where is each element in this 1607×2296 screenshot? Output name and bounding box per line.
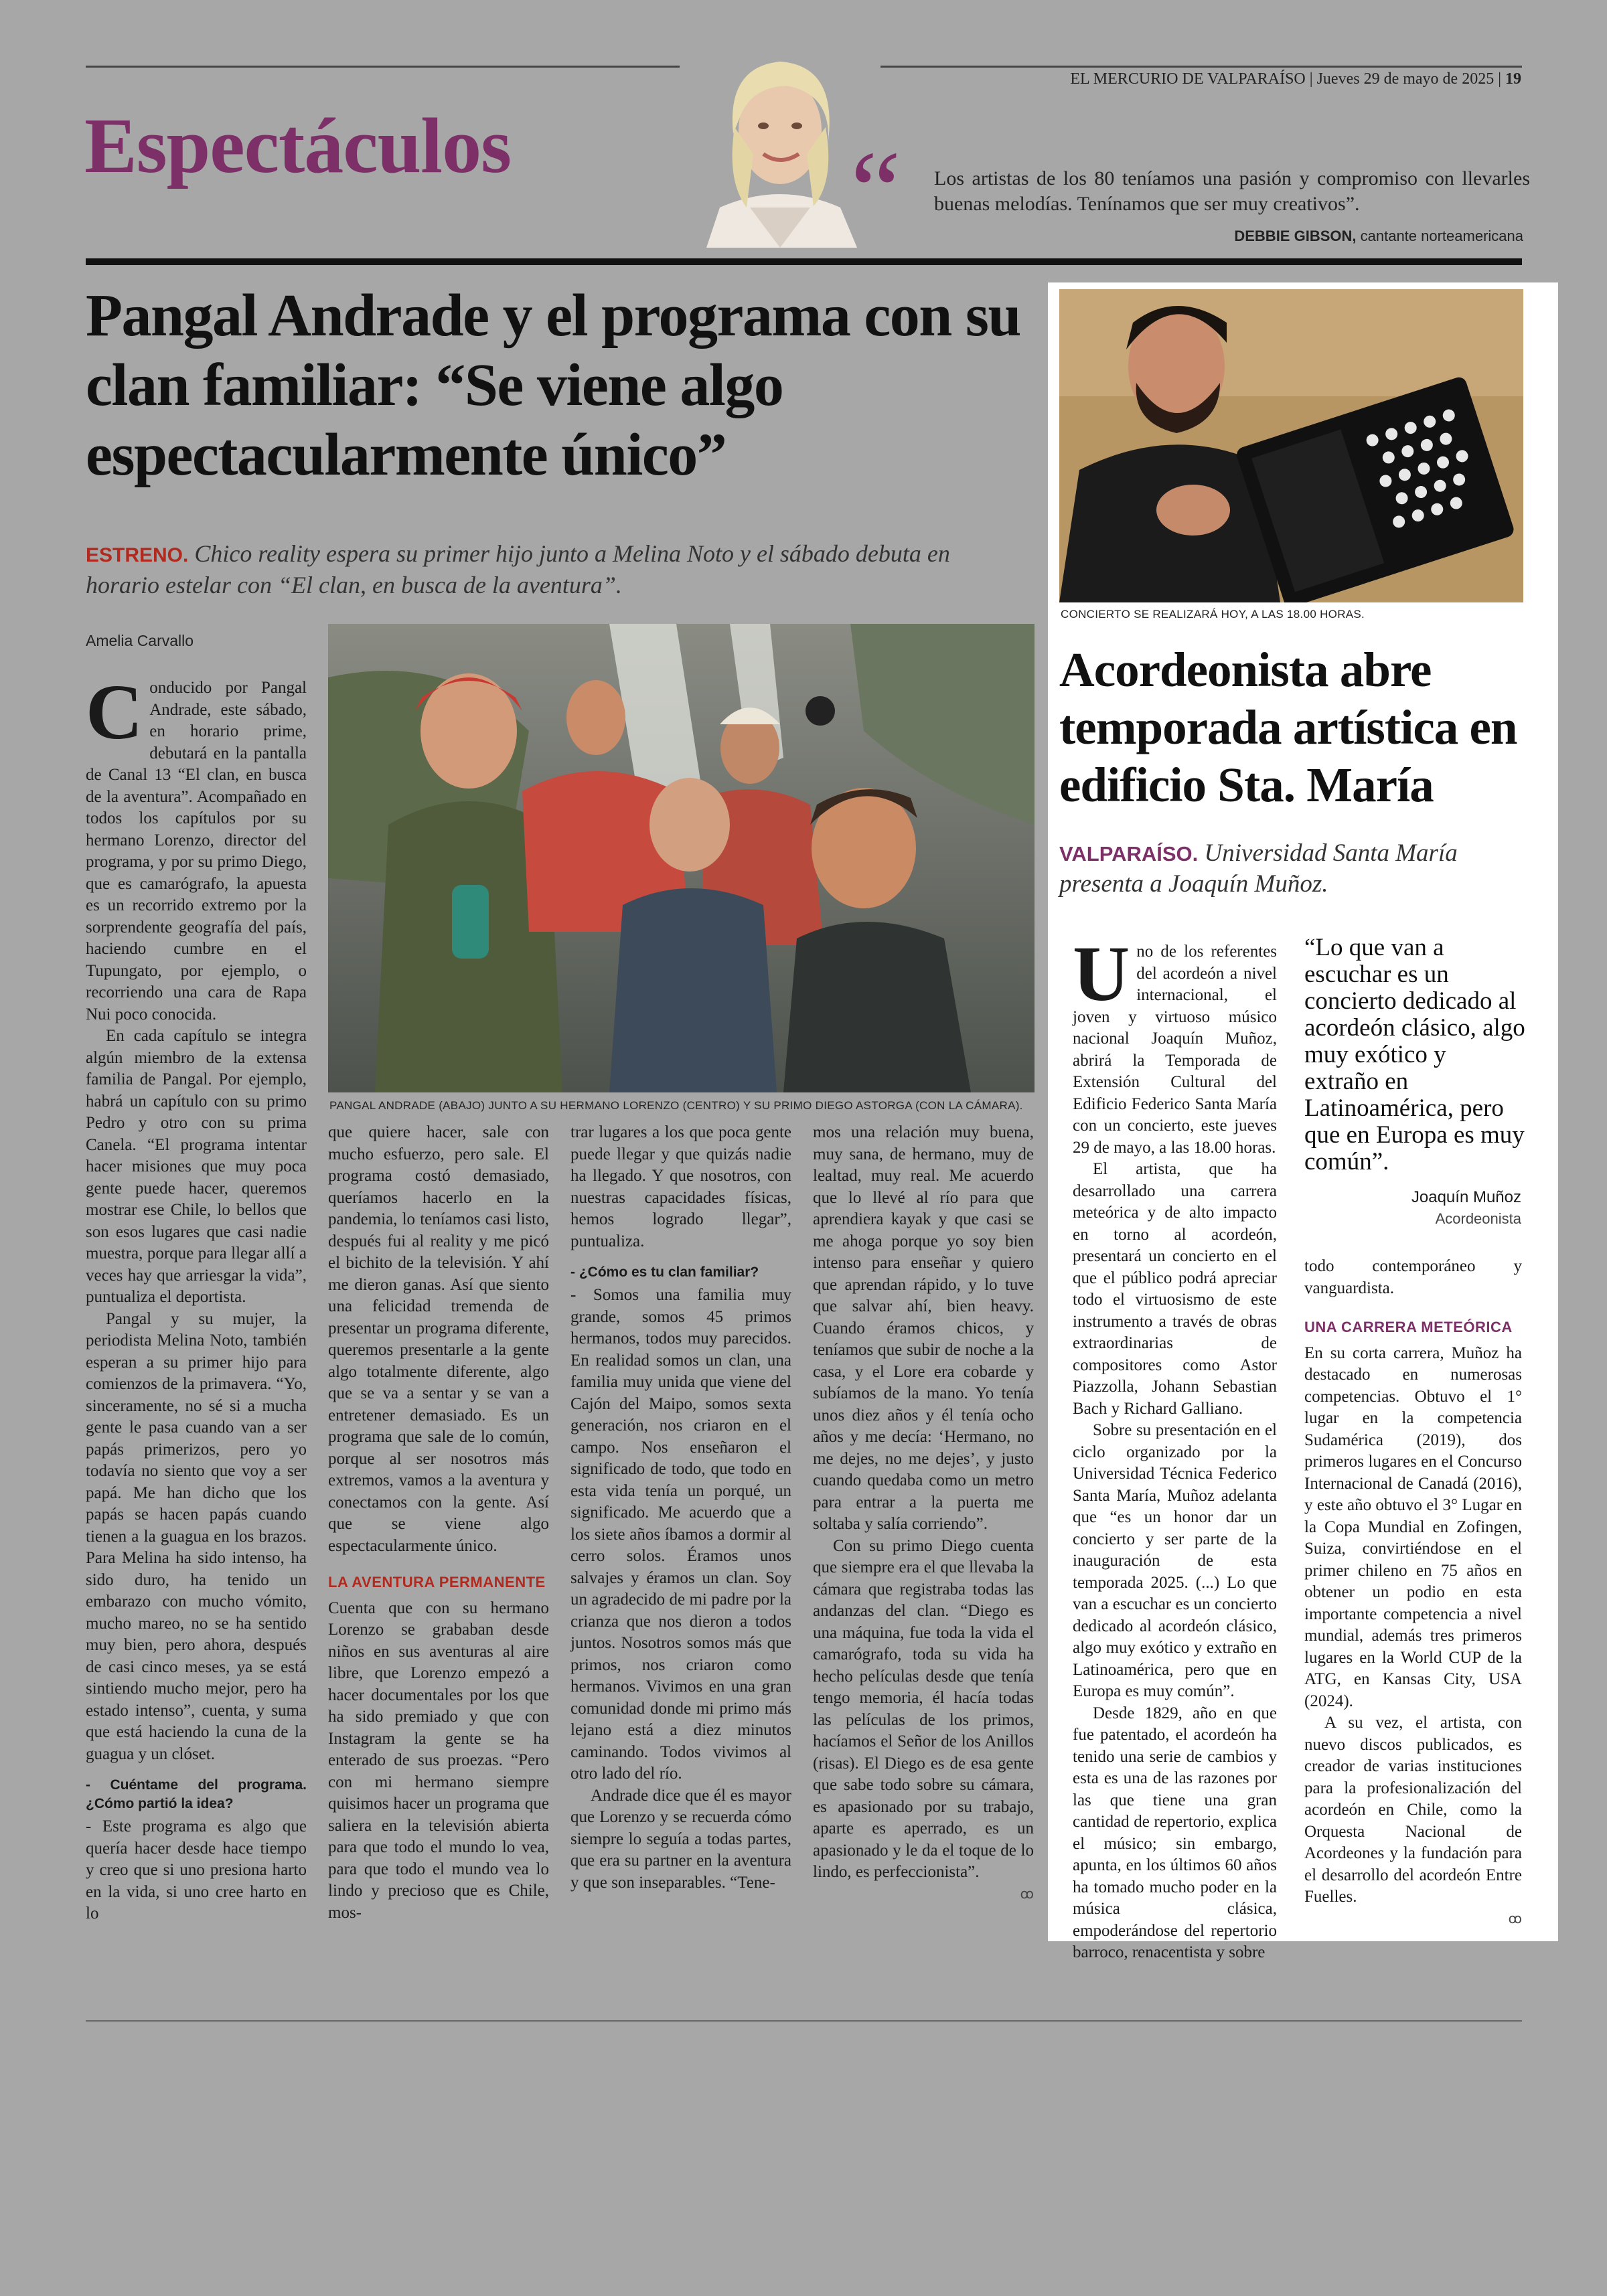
article1-kicker: ESTRENO. (86, 544, 189, 566)
article1-paragraph: que quiere hacer, sale con mucho esfuerzo, pero sale. El programa costó demasiado, queríamos hacerlo en la pandemia, lo teníamos casi listo, después fui al reality y me picó el bichito de la televisión. Y ahí me dieron ganas. Así que siento una felicidad tremenda de presentar un programa diferente, queremos presentarle a la gente algo totalmente diferente, algo que se va a sentar y se van a entretener demasiado. Es un programa que sale de lo común, porque al ser nosotros más extremos, vamos a la aventura y conectamos con la gente. Así que se viene algo espectacularmente único. (328, 1123, 549, 1555)
quote-author: DEBBIE GIBSON, (1234, 228, 1357, 244)
pull-quote-header: Los artistas de los 80 teníamos una pasión y compromiso con llevarles buenas melodías. Tenínamos que ser muy creativos”. (934, 167, 1530, 215)
pull-quote-role: Acordeonista (1435, 1210, 1521, 1227)
article1-column-3 (570, 1122, 791, 1894)
bottom-rule (86, 2020, 1522, 2022)
article2-dropcap: U (1073, 930, 1130, 1017)
article1-dropcap: C (86, 668, 143, 756)
article1-paragraph: Pangal y su mujer, la periodista Melina Noto, también esperan a su primer hijo para comienzos de la primavera. “Yo, sinceramente, no sé si a mucha gente le pasa cuando van a ser papás primerizos, pero yo todavía no siento que voy a ser papá. Me han dicho que los papás se hacen papás cuando tienen a la guagua en los brazos. Para Melina ha sido intenso, ha sido duro, ha tenido un embarazo con mucho vómito, mucho mareo, no se ha sentido muy bien, pero ahora, después de casi cinco meses, ya se está sintiendo mucho mejor, pero ha estado intenso”, cuenta, y suma que está haciendo la cuna de la guagua y un clóset. (86, 1309, 307, 1763)
quote-attribution (1234, 228, 1523, 245)
article1-paragraph: Cuenta que con su hermano Lorenzo se grababan desde niños en sus aventuras al aire libre, que Lorenzo empezó a hacer documentales por los que ha sido premiado y que con Instagram la gente se ha enterado de sus proezas. “Pero con mi hermano siempre quisimos hacer un programa que saliera en la televisión abierta para que todo el mundo lo vea, para que todo el mundo vea lo lindo y precioso que es Chile, mos- (328, 1598, 549, 1922)
paper-name: EL MERCURIO DE VALPARAÍSO (1070, 70, 1306, 88)
article1-paragraph: Con su primo Diego cuenta que siempre era el que llevaba la cámara que registraba todas las andanzas del clan. “Diego es una máquina, fue toda la vida el camarógrafo, toda su vida ha hecho películas desde que tenía tengo memoria, él hacía todas las películas de los primos, hacíamos el Señor de los Anillos (risas). El Diego es de esa gente que sabe todo sobre su cámara, es apasionado por su trabajo, aparte es aperrado, es un apasionado y le da el toque de lo lindo, es perfeccionista”. (813, 1536, 1034, 1881)
page-number: 19 (1505, 70, 1521, 88)
section-title: Espectáculos (84, 102, 511, 189)
interview-question: - Cuéntame del programa. ¿Cómo partió la idea? (86, 1777, 307, 1811)
article1-deck-text: Chico reality espera su primer hijo junto a Melina Noto y el sábado debuta en horario estelar con “El clan, en busca de la aventura”. (86, 540, 950, 598)
article1-paragraph: trar lugares a los que poca gente puede llegar y que quizás nadie ha llegado. Y que nosotros, con nuestras capacidades físicas, hemos logrado llegar”, puntualiza. (570, 1123, 791, 1250)
clan-photo-caption: PANGAL ANDRADE (ABAJO) JUNTO A SU HERMANO LORENZO (CENTRO) Y SU PRIMO DIEGO ASTORGA (CON LA CÁMARA). (329, 1099, 1023, 1112)
masthead-thick-rule (86, 258, 1522, 265)
article1-paragraph: - Somos una familia muy grande, somos 45 primos hermanos, todos muy parecidos. En realidad somos un clan, una familia muy unida que viene del Cajón del Maipo, somos sexta generación, nos criaron en el campo. Nos enseñaron el significado de todo, que todo en esta vida tenía un porqué, un significado. Me acuerdo que a los siete años íbamos a dormir al cerro solos. Éramos unos salvajes y éramos un clan. Soy un agradecido de mi padre por la crianza que nos dieron a todos juntos. Nosotros somos más que primos, nos criaron como hermanos. Vivimos en una gran comunidad donde mi primo más lejano está a diez minutos caminando. Todos vivimos al otro lado del río. (570, 1286, 791, 1783)
article1-column-2 (328, 1122, 549, 1924)
article2-paragraph: En su corta carrera, Muñoz ha destacado en numerosas competencias. Obtuvo el 1° lugar en la competencia Sudamérica (2019), dos primeros lugares en el Concurso Internacional de Canadá (2016), y este año obtuvo el 3° Lugar en la Copa Mundial en Zofingen, Suiza, convirtiéndose en el primer chileno en 75 años en obtener un podio en esta importante competencia a nivel mundial, además tres primeros lugares en la World CUP de la ATG, en Kansas City, USA (2024). (1304, 1343, 1522, 1710)
clan-family-photo (328, 624, 1035, 1092)
article2-paragraph: Sobre su presentación en el ciclo organizado por la Universidad Técnica Federico Santa María, Muñoz adelanta que “es un honor dar un concierto y ser parte de la inauguración de esta temporada 2025. (...) Lo que van a escuchar es un concierto dedicado al acordeón clásico, algo muy exótico y extraño en Latinoamérica, pero que en Europa es muy común”. (1073, 1421, 1277, 1700)
article2-deck-text: Universidad Santa María presenta a Joaquín Muñoz. (1059, 839, 1458, 898)
accordionist-photo-caption: CONCIERTO SE REALIZARÁ HOY, A LAS 18.00 HORAS. (1061, 608, 1365, 621)
pull-quote-author: Joaquín Muñoz (1411, 1188, 1521, 1206)
article2-paragraph: A su vez, el artista, con nuevo discos publicados, es creador de varias instituciones para la profesionalización del acordeón en Chile, como la Orquesta Nacional de Acordeones y la fundación para el desarrollo del acordeón Entre Fuelles. (1304, 1714, 1522, 1906)
article1-paragraph: En cada capítulo se integra algún miembro de la extensa familia de Pangal. Por ejemplo, habrá un capítulo con su primo Pedro y otro con su prima Canela. “El programa intentar hacer misiones que muy poca gente puede hacer, queremos mostrar ese Chile, lo bellos que son esos lugares que casi nadie muestra, porque para llegar allí a veces hay que arriesgar la vida”, puntualiza el deportista. (86, 1027, 307, 1306)
accordionist-photo (1059, 289, 1523, 602)
article2-subhead: UNA CARRERA METEÓRICA (1304, 1319, 1513, 1335)
article1-deck (86, 539, 1010, 600)
masthead-line: EL MERCURIO DE VALPARAÍSO | Jueves 29 de mayo de 2025 | 19 (1070, 70, 1521, 88)
quote-role: cantante norteamericana (1360, 228, 1523, 244)
article1-subhead: LA AVENTURA PERMANENTE (328, 1574, 546, 1590)
article1-paragraph: onducido por Pangal Andrade, este sábado, en horario prime, debutará en la pantalla de Canal 13 “El clan, en busca de la aventura”. Acompañado en todos los capítulos por su hermano Lorenzo, director del programa, y por su primo Diego, que es camarógrafo, la apuesta es un recorrido extremo por la sorprendente geografía del país, haciendo cumbre en el Tupungato, por ejemplo, o recorriendo una cara de Rapa Nui poco conocida. (86, 679, 307, 1023)
quote-mark-icon: “ (850, 128, 901, 254)
article1-paragraph: - Este programa es algo que quería hacer desde hace tiempo y creo que si uno presiona harto en la vida, si uno cree harto en lo (86, 1817, 307, 1922)
article1-headline: Pangal Andrade y el programa con su clan familiar: “Se viene algo espectacularmente único” (86, 282, 1020, 488)
article2-paragraph: El artista, que ha desarrollado una carrera meteórica y de alto impacto en torno al acordeón, presentará un concierto en el que el público podrá apreciar todo el virtuosismo de este instrumento a través de obras extraordinarias de compositores como Astor Piazzolla, Johann Sebastian Bach y Richard Galliano. (1073, 1160, 1277, 1418)
article1-byline: Amelia Carvallo (86, 632, 194, 649)
article2-column-1 (1073, 930, 1277, 1964)
end-mark-icon: ꝏ (1020, 1886, 1034, 1902)
interview-question: - ¿Cómo es tu clan familiar? (570, 1264, 759, 1280)
article1-paragraph: Andrade dice que él es mayor que Lorenzo y se recuerda cómo siempre lo seguía a todas partes, que era su partner en la aventura y que son inseparables. “Tene- (570, 1786, 791, 1892)
article1-column-1 (86, 668, 307, 1925)
article2-pull-quote: “Lo que van a escuchar es un concierto dedicado al acordeón clásico, algo muy exótico y extraño en Latinoamérica, pero que en Europa es muy común”. (1304, 934, 1525, 1175)
article1-paragraph: mos una relación muy buena, muy sana, de hermano, muy de lealtad, muy real. Me acuerdo que lo llevé al río para que aprendiera kayak y que casi se me ahoga porque yo soy bien intenso para enseñar y quiero que aprendan rápido, y lo tuve que salvar ahí, bien heavy. Cuando éramos chicos, y teníamos que subir de noche a la casa, y el Lore era cobarde y subíamos de la mano. Yo tenía unos diez años y él tenía ocho años y me decía: ‘Hermano, no me dejes, no me dejes’, y justo cuando quedaba como un metro para entrar a la puerta me soltaba y salía corriendo”. (813, 1123, 1034, 1533)
article2-kicker: VALPARAÍSO. (1059, 842, 1199, 866)
end-mark-icon: ꝏ (1508, 1911, 1522, 1926)
issue-date: Jueves 29 de mayo de 2025 (1316, 70, 1495, 88)
article2-paragraph: no de los referentes del acordeón a nivel internacional, el joven y virtuoso músico nacional Joaquín Muñoz, abrirá la Temporada de Extensión Cultural del Edificio Federico Santa María con un concierto, este jueves 29 de mayo, a las 18.00 horas. (1073, 942, 1277, 1157)
article2-headline: Acordeonista abre temporada artística en edificio Sta. María (1059, 643, 1517, 812)
article2-paragraph: Desde 1829, año en que fue patentado, el acordeón ha tenido una serie de cambios y esta es una de las razones por las que tiene una gran cantidad de repertorio, explica el músico; sin embargo, apunta, en los últimos 60 años ha tomado mucho poder en la música clásica, empoderándose del repertorio barroco, renacentista y sobre (1073, 1704, 1277, 1961)
article2-column-2 (1304, 1256, 1522, 1930)
article2-paragraph: todo contemporáneo y vanguardista. (1304, 1257, 1522, 1297)
article1-column-4 (813, 1122, 1034, 1905)
article2-deck (1059, 838, 1521, 899)
